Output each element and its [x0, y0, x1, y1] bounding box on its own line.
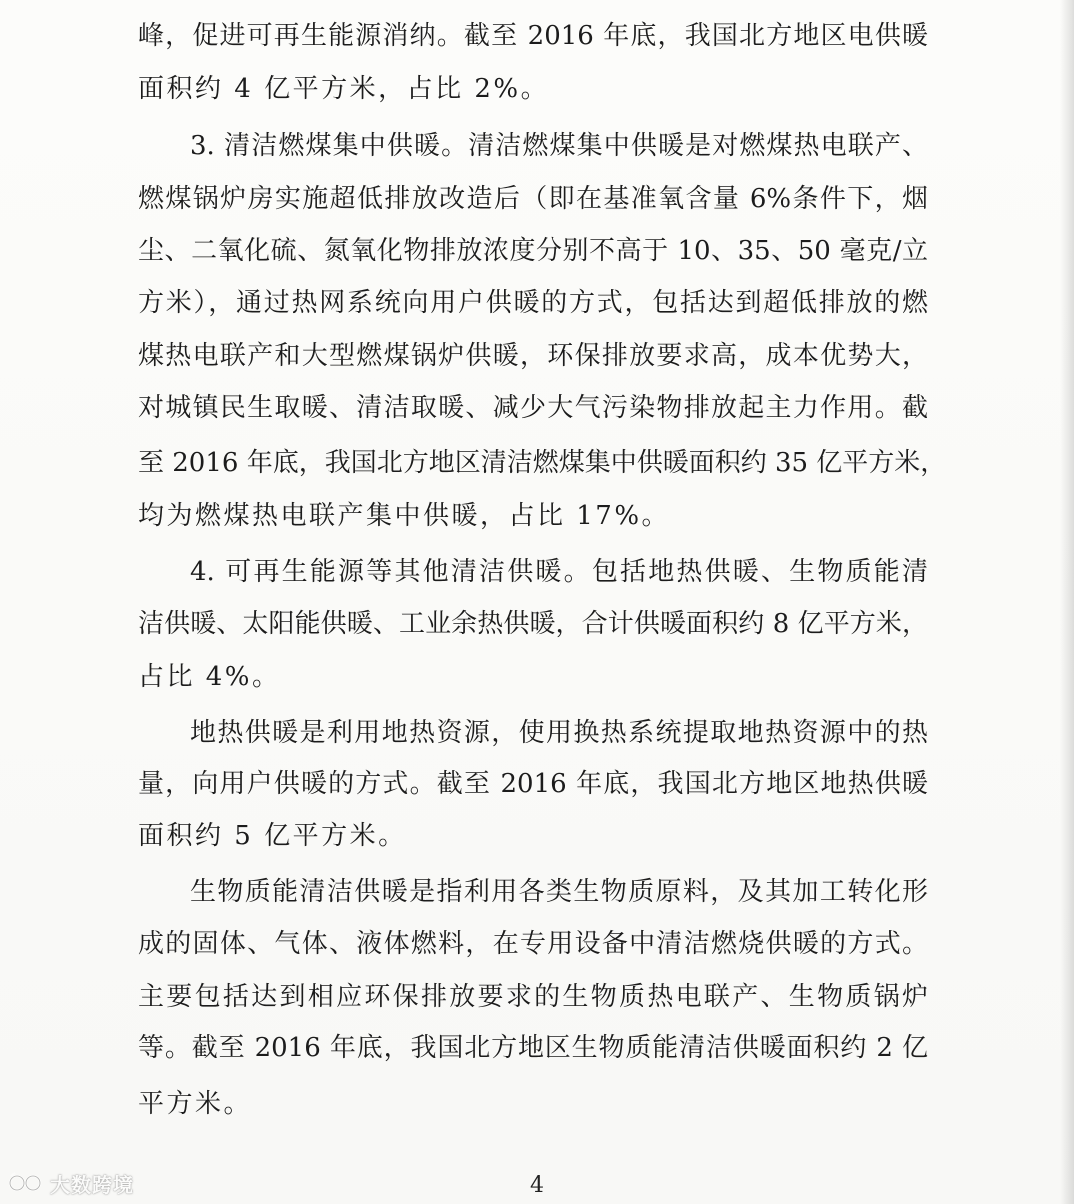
text-line: 成的固体、气体、液体燃料，在专用设备中清洁燃烧供暖的方式。	[138, 929, 928, 959]
text-line: 占比 4%。	[138, 662, 281, 692]
text-line: 面积约 5 亿平方米。	[138, 821, 407, 851]
text-line: 至 2016 年底，我国北方地区清洁燃煤集中供暖面积约 35 亿平方米，	[138, 448, 947, 478]
text-line: 均为燃煤热电联产集中供暖，占比 17%。	[138, 501, 671, 531]
text-line: 面积约 4 亿平方米，占比 2%。	[138, 74, 550, 104]
watermark	[8, 1168, 134, 1198]
brand-logo-icon	[8, 1172, 44, 1194]
text-line: 4. 可再生能源等其他清洁供暖。包括地热供暖、生物质能清	[190, 557, 928, 587]
text-line: 方米），通过热网系统向用户供暖的方式，包括达到超低排放的燃	[138, 288, 928, 318]
text-line: 尘、二氧化硫、氮氧化物排放浓度分别不高于 10、35、50 毫克/立	[138, 236, 928, 266]
text-line: 洁供暖、太阳能供暖、工业余热供暖，合计供暖面积约 8 亿平方米，	[138, 609, 928, 639]
page-number: 4	[530, 1173, 544, 1198]
text-line: 量，向用户供暖的方式。截至 2016 年底，我国北方地区地热供暖	[138, 769, 928, 799]
text-line: 对城镇民生取暖、清洁取暖、减少大气污染物排放起主力作用。截	[138, 393, 928, 423]
text-line: 地热供暖是利用地热资源，使用换热系统提取地热资源中的热	[190, 718, 928, 748]
text-line: 3. 清洁燃煤集中供暖。清洁燃煤集中供暖是对燃煤热电联产、	[190, 131, 928, 161]
text-line: 主要包括达到相应环保排放要求的生物质热电联产、生物质锅炉	[138, 982, 928, 1012]
text-line: 峰，促进可再生能源消纳。截至 2016 年底，我国北方地区电供暖	[138, 21, 928, 51]
text-line: 平方米。	[138, 1089, 253, 1119]
text-line: 生物质能清洁供暖是指利用各类生物质原料，及其加工转化形	[190, 877, 928, 907]
text-line: 等。截至 2016 年底，我国北方地区生物质能清洁供暖面积约 2 亿	[138, 1033, 928, 1063]
page-edge-shadow	[1060, 0, 1074, 1204]
watermark-text: 大数跨境	[50, 1172, 134, 1197]
text-line: 煤热电联产和大型燃煤锅炉供暖，环保排放要求高，成本优势大，	[138, 341, 928, 371]
text-line: 燃煤锅炉房实施超低排放改造后（即在基准氧含量 6%条件下，烟	[138, 184, 928, 214]
